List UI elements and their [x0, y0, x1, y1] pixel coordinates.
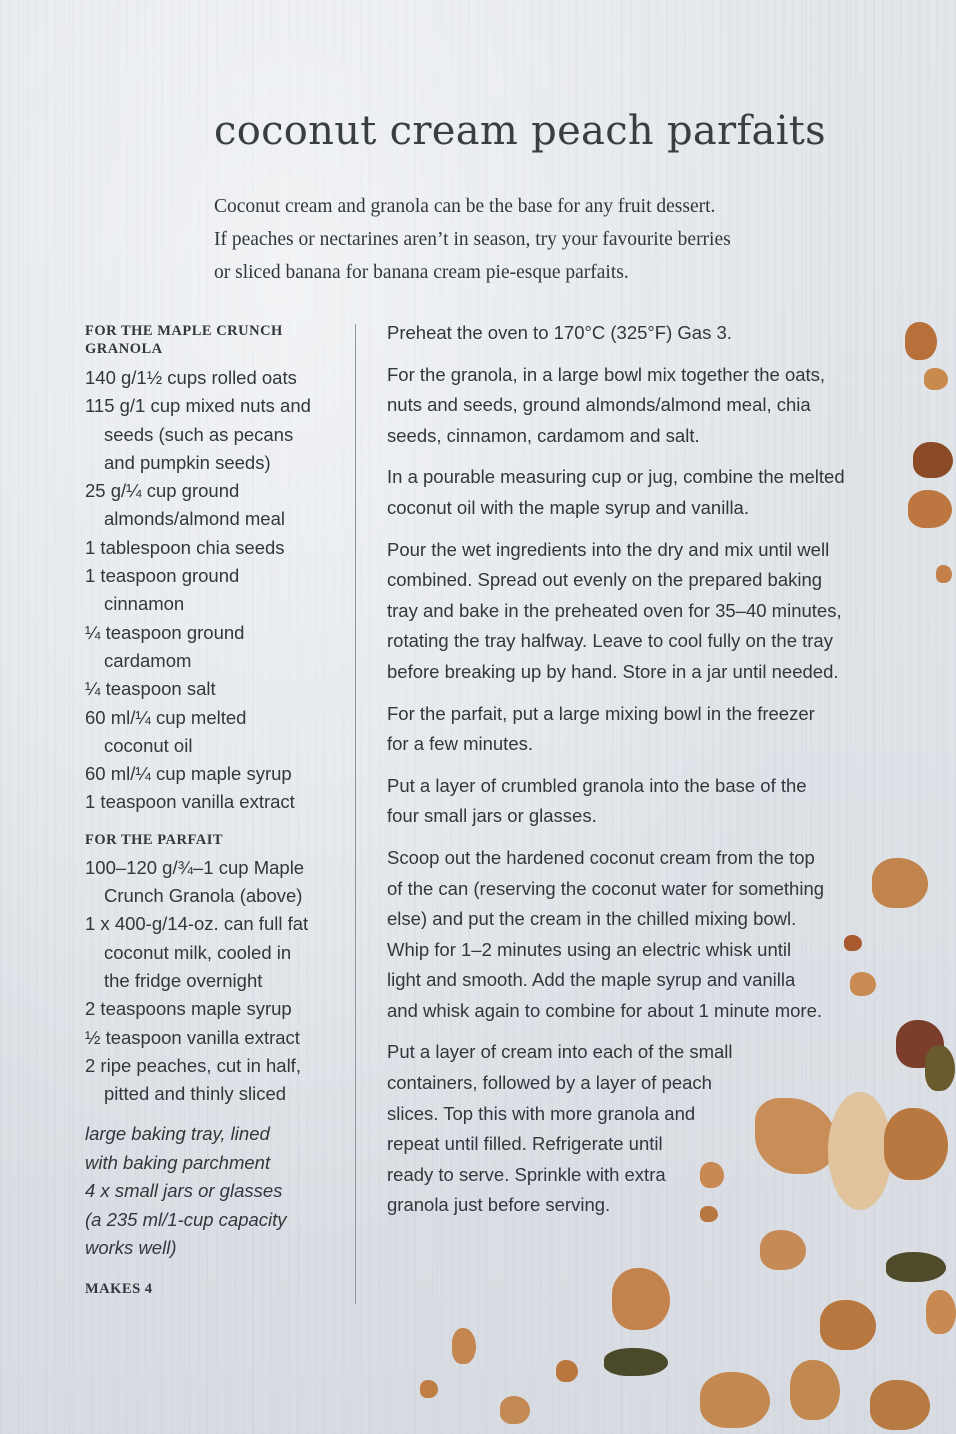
step-line: else) and put the cream in the chilled mixing bowl.	[387, 908, 797, 930]
ingredient-line: 115 g/1 cup mixed nuts and	[85, 395, 311, 417]
step-line: for a few minutes.	[387, 733, 534, 755]
granola-cluster	[452, 1328, 476, 1364]
granola-cluster	[870, 1380, 930, 1430]
recipe-title: coconut cream peach parfaits	[214, 108, 826, 154]
granola-cluster	[760, 1230, 806, 1270]
method-step	[387, 360, 907, 452]
intro-line: Coconut cream and granola can be the base for any fruit dessert.	[214, 196, 716, 217]
step-line: seeds, cinnamon, cardamom and salt.	[387, 424, 700, 446]
granola-cluster	[905, 322, 937, 360]
method-step	[387, 699, 907, 760]
ingredient-line: cinnamon	[104, 593, 185, 615]
step-line: light and smooth. Add the maple syrup and vanilla	[387, 969, 796, 991]
ingredient-line: 2 teaspoons maple syrup	[85, 998, 292, 1020]
step-line: Put a layer of cream into each of the small	[387, 1041, 733, 1063]
step-line: tray and bake in the preheated oven for 35–40 minutes,	[387, 599, 842, 621]
ingredient-line: and pumpkin seeds)	[104, 451, 271, 473]
recipe-intro	[214, 190, 874, 289]
method-step	[387, 771, 907, 832]
ingredient-line: the fridge overnight	[104, 969, 263, 991]
granola-cluster	[908, 490, 952, 528]
equipment-line: with baking parchment	[85, 1151, 271, 1173]
ingredients-column	[85, 320, 345, 1298]
ingredient-line: 60 ml/¼ cup maple syrup	[85, 763, 292, 785]
heading-line: GRANOLA	[85, 341, 163, 357]
pumpkin-seed	[886, 1252, 946, 1282]
granola-cluster	[556, 1360, 578, 1382]
ingredient-line: coconut oil	[104, 734, 193, 756]
step-line: Scoop out the hardened coconut cream from the top	[387, 846, 815, 868]
step-line: containers, followed by a layer of peach	[387, 1072, 712, 1094]
granola-cluster	[820, 1300, 876, 1350]
granola-cluster	[500, 1396, 530, 1424]
ingredient-line: 60 ml/¼ cup melted	[85, 706, 247, 728]
column-divider	[355, 324, 356, 1304]
step-line: For the parfait, put a large mixing bowl in the freezer	[387, 702, 815, 724]
step-line: slices. Top this with more granola and	[387, 1102, 696, 1124]
ingredient-line: 1 teaspoon ground	[85, 565, 240, 587]
equipment-line: large baking tray, lined	[85, 1123, 270, 1145]
granola-cluster	[420, 1380, 438, 1398]
equipment-line: 4 x small jars or glasses	[85, 1180, 283, 1202]
method-step	[387, 462, 907, 523]
step-line: combined. Spread out evenly on the prepared baking	[387, 569, 823, 591]
ingredient-line: pitted and thinly sliced	[104, 1083, 287, 1105]
method-column	[387, 318, 907, 1232]
ingredient-line: 140 g/1½ cups rolled oats	[85, 367, 297, 388]
ingredient-line: coconut milk, cooled in	[104, 941, 292, 963]
step-line: and whisk again to combine for about 1 minute more.	[387, 999, 822, 1021]
granola-cluster	[612, 1268, 670, 1330]
intro-line: or sliced banana for banana cream pie-esque parfaits.	[214, 262, 629, 283]
ingredient-line: 1 tablespoon chia seeds	[85, 536, 285, 558]
ingredient-line: ¼ teaspoon ground	[85, 621, 245, 643]
ingredient-line: 25 g/¼ cup ground	[85, 480, 240, 502]
intro-line: If peaches or nectarines aren’t in season, try your favourite berries	[214, 229, 731, 250]
pumpkin-seed	[604, 1348, 668, 1376]
step-line: Whip for 1–2 minutes using an electric whisk until	[387, 938, 792, 960]
method-step	[387, 1037, 907, 1221]
step-line: For the granola, in a large bowl mix together the oats,	[387, 363, 826, 385]
ingredient-line: 1 x 400-g/14-oz. can full fat	[85, 913, 309, 935]
step-line: ready to serve. Sprinkle with extra	[387, 1163, 666, 1185]
method-step	[387, 318, 907, 349]
ingredient-line: ¼ teaspoon salt	[85, 678, 216, 700]
step-line: rotating the tray halfway. Leave to cool fully on the tray	[387, 630, 833, 652]
equipment-list	[85, 1120, 345, 1263]
yield-label: MAKES 4	[85, 1280, 153, 1297]
granola-cluster	[700, 1372, 770, 1428]
granola-cluster	[913, 442, 953, 478]
step-line: four small jars or glasses.	[387, 805, 597, 827]
step-line: nuts and seeds, ground almonds/almond meal, chia	[387, 394, 811, 416]
ingredient-line: 1 teaspoon vanilla extract	[85, 791, 295, 813]
parfait-ingredient-list	[85, 854, 345, 1109]
ingredient-line: 100–120 g/¾–1 cup Maple	[85, 856, 305, 878]
step-line: coconut oil with the maple syrup and vanilla.	[387, 496, 749, 518]
step-line: of the can (reserving the coconut water for something	[387, 877, 825, 899]
parfait-section-heading: FOR THE PARFAIT	[85, 831, 224, 848]
ingredient-line: ½ teaspoon vanilla extract	[85, 1026, 300, 1048]
pumpkin-seed	[925, 1045, 955, 1091]
step-line: before breaking up by hand. Store in a jar until needed.	[387, 660, 839, 682]
granola-cluster	[790, 1360, 840, 1420]
granola-cluster	[926, 1290, 956, 1334]
step-line: In a pourable measuring cup or jug, combine the melted	[387, 466, 845, 488]
ingredient-line: cardamom	[104, 649, 192, 671]
granola-cluster	[936, 565, 952, 583]
heading-line: FOR THE MAPLE CRUNCH	[85, 323, 283, 339]
step-line: Pour the wet ingredients into the dry and mix until well	[387, 538, 830, 560]
step-line: Preheat the oven to 170°C (325°F) Gas 3.	[387, 322, 732, 343]
step-line: repeat until filled. Refrigerate until	[387, 1133, 663, 1155]
ingredient-line: seeds (such as pecans	[104, 423, 294, 445]
ingredient-line: Crunch Granola (above)	[104, 885, 303, 907]
granola-section-heading	[85, 322, 345, 358]
ingredient-line: almonds/almond meal	[104, 508, 285, 530]
method-step	[387, 843, 907, 1027]
step-line: Put a layer of crumbled granola into the base of the	[387, 774, 807, 796]
equipment-line: works well)	[85, 1237, 177, 1259]
ingredient-line: 2 ripe peaches, cut in half,	[85, 1054, 301, 1076]
method-step	[387, 535, 907, 688]
granola-ingredient-list	[85, 364, 345, 817]
granola-cluster	[924, 368, 948, 390]
equipment-line: (a 235 ml/1-cup capacity	[85, 1208, 287, 1230]
step-line: granola just before serving.	[387, 1194, 611, 1216]
